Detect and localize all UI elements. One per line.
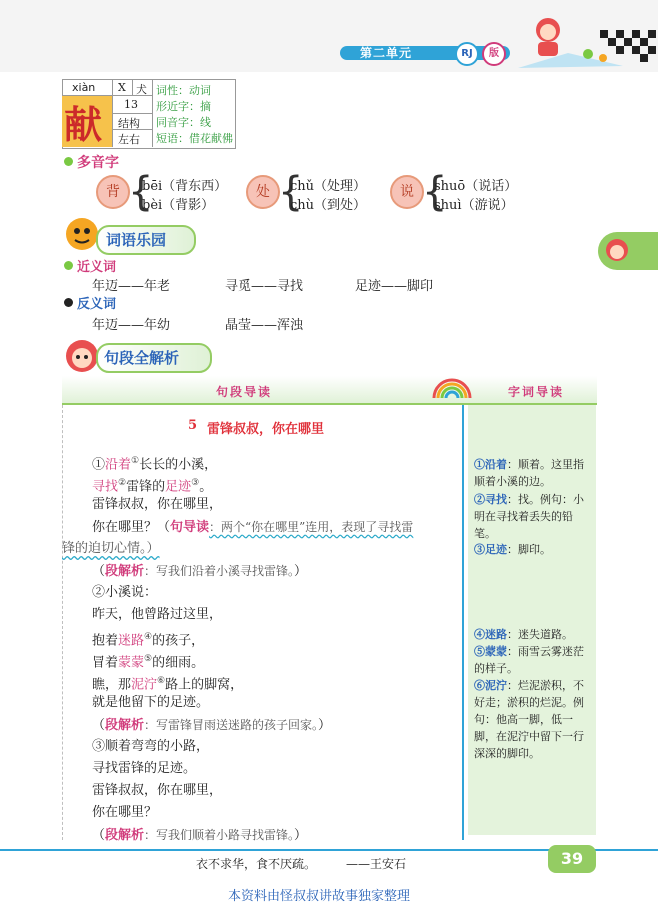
bullet-dot	[64, 157, 73, 166]
paragraph-analysis: （段解析：写我们顺着小路寻找雷锋。）	[92, 828, 308, 843]
poem-line: 雷锋叔叔，你在哪里，	[92, 497, 223, 512]
paragraph-analysis: （段解析：写雷锋冒雨送迷路的孩子回家。）	[92, 718, 332, 733]
similar-character: 形近字：摘	[156, 100, 211, 113]
poem-line: 瞧，那泥泞⑥路上的脚窝，	[92, 676, 244, 693]
poly-reading: shuì（游说）	[434, 198, 514, 213]
poem-line: 抱着迷路④的孩子，	[92, 632, 205, 649]
word-park-title: 词语乐园	[106, 231, 167, 249]
rj-badge: RJ	[455, 42, 479, 66]
poly-char-chu: 处	[246, 175, 280, 209]
footer-quote: 衣不求华，食不厌疏。	[196, 857, 317, 871]
footer-credit: 本资料由怪叔叔讲故事独家整理	[228, 889, 411, 904]
target-character: 献	[64, 102, 103, 147]
poem-line: 寻找②雷锋的足迹③。	[92, 478, 213, 495]
poem-line: 你在哪里？	[92, 805, 158, 820]
poly-char-bei: 背	[96, 175, 130, 209]
homophone: 同音字：线	[156, 116, 211, 129]
poem-line: 雷锋叔叔，你在哪里，	[92, 783, 223, 798]
synonym-heading: 近义词	[77, 260, 117, 275]
footer-author: ——王安石	[346, 857, 407, 871]
stroke-count: 13	[124, 98, 138, 111]
structure-label: 结构	[118, 117, 140, 130]
word-note: ⑥泥泞：烂泥淤积，不好走；淤积的烂泥。例句：他高一脚，低一脚，在泥泞中留下一行深深的脚印。	[474, 679, 584, 760]
brace: {	[128, 169, 154, 215]
poem-line: ②小溪说：	[92, 585, 158, 600]
card-divider	[112, 113, 152, 114]
bullet-dot	[64, 261, 73, 270]
analysis-title: 句段全解析	[104, 349, 180, 367]
checker-pattern	[600, 30, 658, 66]
page-number: 39	[548, 845, 596, 873]
word-note: ①沿着：顺着。这里指顺着小溪的边。	[474, 458, 584, 488]
guide-right-label: 字词导读	[508, 385, 565, 399]
poly-char-shuo: 说	[390, 175, 424, 209]
poem-line: 昨天，他曾路过这里，	[92, 607, 223, 622]
word-note: ③足迹：脚印。	[474, 543, 551, 556]
synonym-pair: 年迈——年老	[92, 279, 171, 294]
poem-line: ①沿着①长长的小溪，	[92, 456, 218, 473]
phrase: 短语：借花献佛	[156, 132, 233, 145]
poem-line: 你在哪里？（句导读：两个“你在哪里”连用，表现了寻找雷	[92, 520, 414, 535]
edition-badge: 版	[482, 42, 506, 66]
polyphonic-heading: 多音字	[77, 155, 119, 171]
poem-line: 寻找雷锋的足迹。	[92, 761, 197, 776]
poem-note: 锋的迫切心情。）	[62, 541, 160, 556]
bullet-dot	[64, 298, 73, 307]
poly-reading: chù（到处）	[290, 198, 367, 213]
poem-line: 就是他留下的足迹。	[92, 695, 210, 710]
card-divider	[112, 79, 113, 147]
synonym-pair: 寻觅——寻找	[225, 279, 304, 294]
pinyin: xiàn	[72, 81, 96, 94]
antonym-heading: 反义词	[77, 297, 117, 312]
word-note: ④迷路：迷失道路。	[474, 628, 573, 641]
poly-reading: bēi（背东西）	[142, 179, 228, 194]
unit-label: 第二单元	[360, 46, 413, 60]
poem-line: 冒着蒙蒙⑤的细雨。	[92, 654, 205, 671]
radical-placeholder: X	[118, 81, 126, 94]
guide-left-label: 句段导读	[216, 385, 273, 399]
structure-value: 左右	[118, 133, 140, 146]
brace: {	[278, 169, 304, 215]
card-divider	[152, 79, 153, 147]
word-note: ⑤蒙蒙：雨雪云雾迷茫的样子。	[474, 645, 584, 675]
word-note: ②寻找：找。例句：小明在寻找着丢失的铅笔。	[474, 493, 584, 540]
paragraph-analysis: （段解析：写我们沿着小溪寻找雷锋。）	[92, 564, 308, 579]
side-rule	[462, 405, 464, 840]
card-divider	[132, 79, 133, 95]
poly-reading: bèi（背影）	[142, 198, 215, 213]
part-of-speech: 词性：动词	[156, 84, 211, 97]
radical: 犬	[136, 83, 147, 96]
antonym-pair: 年迈——年幼	[92, 318, 171, 333]
synonym-pair: 足迹——脚印	[355, 279, 434, 294]
side-tab-doll-icon	[602, 236, 632, 266]
brace: {	[422, 169, 448, 215]
poem-line: ③顺着弯弯的小路，	[92, 739, 210, 754]
poly-reading: shuō（说话）	[434, 179, 518, 194]
rainbow-icon	[430, 374, 474, 400]
lesson-title: 雷锋叔叔，你在哪里	[207, 422, 325, 437]
poly-reading: chǔ（处理）	[290, 179, 367, 194]
lesson-number: 5	[188, 418, 198, 433]
antonym-pair: 晶莹——浑浊	[225, 318, 304, 333]
